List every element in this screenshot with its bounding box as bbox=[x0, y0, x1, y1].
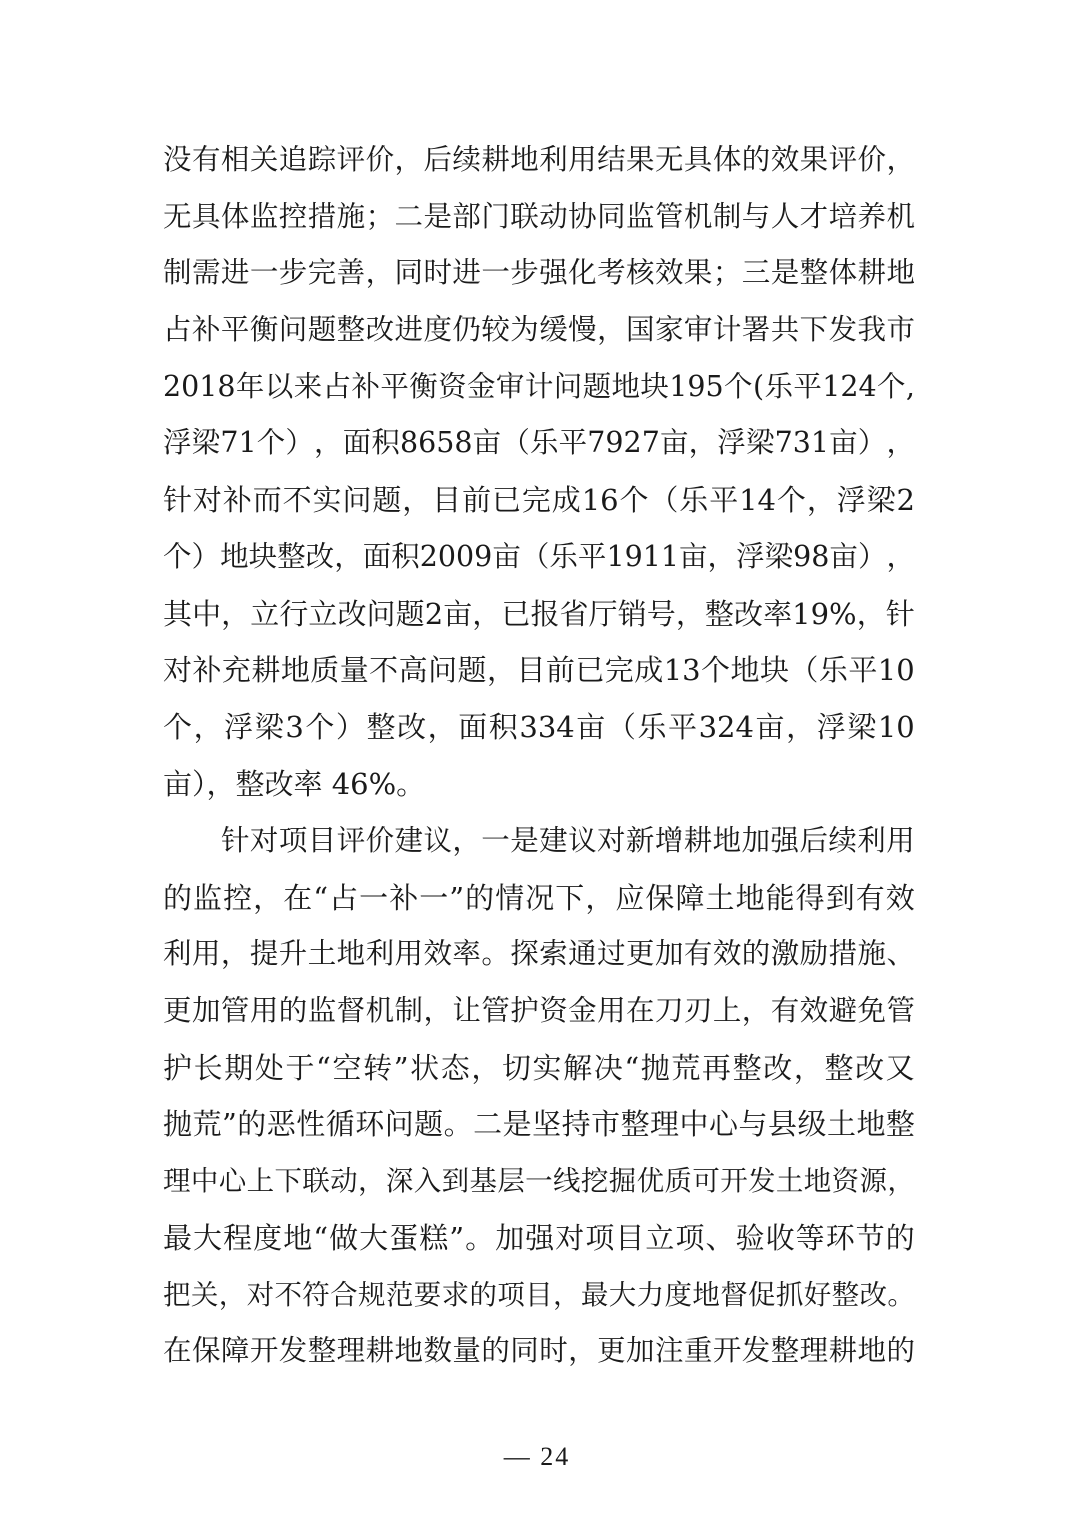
paragraph-line: 无 具 体 监 控 措 施 ； 二 是 部 门 联 动 协 同 监 管 机 制 与 人 才 培 养 机 bbox=[163, 199, 915, 233]
paragraph-recommendations bbox=[163, 813, 915, 1380]
paragraph-line: 亩），整改率 46%。 bbox=[163, 766, 426, 801]
paragraph-line: 利 用 ， 提 升 土 地 利 用 效 率 。 探 索 通 过 更 加 有 效 的 激 励 措 施 、 bbox=[163, 937, 915, 971]
paragraph-line: 在 保 障 开 发 整 理 耕 地 数 量 的 同 时 ， 更 加 注 重 开 发 整 理 耕 地 的 bbox=[163, 1334, 915, 1368]
paragraph-line: 制 需 进 一 步 完 善 ， 同 时 进 一 步 强 化 考 核 效 果 ； 三 是 整 体 耕 地 bbox=[163, 256, 915, 290]
paragraph-line: 针 对 补 而 不 实 问 题 ， 目 前 已 完 成 16 个 （ 乐 平 14 个 ， 浮 梁 2 bbox=[163, 483, 915, 518]
page-number: — 24 bbox=[503, 1442, 571, 1471]
paragraph-line: 2018 年 以 来 占 补 平 衡 资 金 审 计 问 题 地 块 195 个 ( 乐 平 124 个 , bbox=[163, 369, 915, 403]
paragraph-line: 个 ） 地 块 整 改 ， 面 积 2009 亩 （ 乐 平 1911 亩 ， 浮 梁 98 亩 ） ， bbox=[163, 539, 915, 573]
paragraph-line: 没 有 相 关 追 踪 评 价 ， 后 续 耕 地 利 用 结 果 无 具 体 的 效 果 评 价 ， bbox=[163, 143, 915, 176]
paragraph-line: 对 补 充 耕 地 质 量 不 高 问 题 ， 目 前 已 完 成 13 个 地 块 （ 乐 平 10 bbox=[163, 653, 915, 688]
paragraph-line: 护 长 期 处 于 “ 空 转 ” 状 态 ， 切 实 解 决 “ 抛 荒 再 整 改 ， 整 改 又 bbox=[163, 1050, 915, 1085]
paragraph-line: 其 中 ， 立 行 立 改 问 题 2 亩 ， 已 报 省 厅 销 号 ， 整 改 率 19% ， 针 bbox=[163, 596, 915, 631]
paragraph-line: 浮 梁 71 个 ） ， 面 积 8658 亩 （ 乐 平 7927 亩 ， 浮 梁 731 亩 ） ， bbox=[163, 426, 915, 460]
paragraph-line: 个 ， 浮 梁 3 个 ） 整 改 ， 面 积 334 亩 （ 乐 平 324 亩 ， 浮 梁 10 bbox=[163, 709, 915, 744]
paragraph-line: 更 加 管 用 的 监 督 机 制 ， 让 管 护 资 金 用 在 刀 刃 上 ， 有 效 避 免 管 bbox=[163, 994, 915, 1028]
paragraph-line: 针 对 项 目 评 价 建 议 ， 一 是 建 议 对 新 增 耕 地 加 强 后 续 利 用 bbox=[221, 824, 915, 857]
paragraph-line: 抛 荒 ” 的 恶 性 循 环 问 题 。 二 是 坚 持 市 整 理 中 心 与 县 级 土 地 整 bbox=[163, 1107, 915, 1142]
paragraph-line: 最 大 程 度 地 “ 做 大 蛋 糕 ” 。 加 强 对 项 目 立 项 、 验 收 等 环 节 的 bbox=[163, 1220, 915, 1255]
paragraph-audit-issues bbox=[163, 132, 915, 812]
paragraph-line: 理 中 心 上 下 联 动 ， 深 入 到 基 层 一 线 挖 掘 优 质 可 开 发 土 地 资 源 ， bbox=[163, 1165, 915, 1198]
paragraph-line: 的 监 控 ， 在 “ 占 一 补 一 ” 的 情 况 下 ， 应 保 障 土 地 能 得 到 有 效 bbox=[163, 880, 915, 915]
paragraph-line: 占 补 平 衡 问 题 整 改 进 度 仍 较 为 缓 慢 ， 国 家 审 计 署 共 下 发 我 市 bbox=[163, 313, 915, 347]
paragraph-line: 把 关 ， 对 不 符 合 规 范 要 求 的 项 目 ， 最 大 力 度 地 督 促 抓 好 整 改 。 bbox=[163, 1278, 915, 1311]
